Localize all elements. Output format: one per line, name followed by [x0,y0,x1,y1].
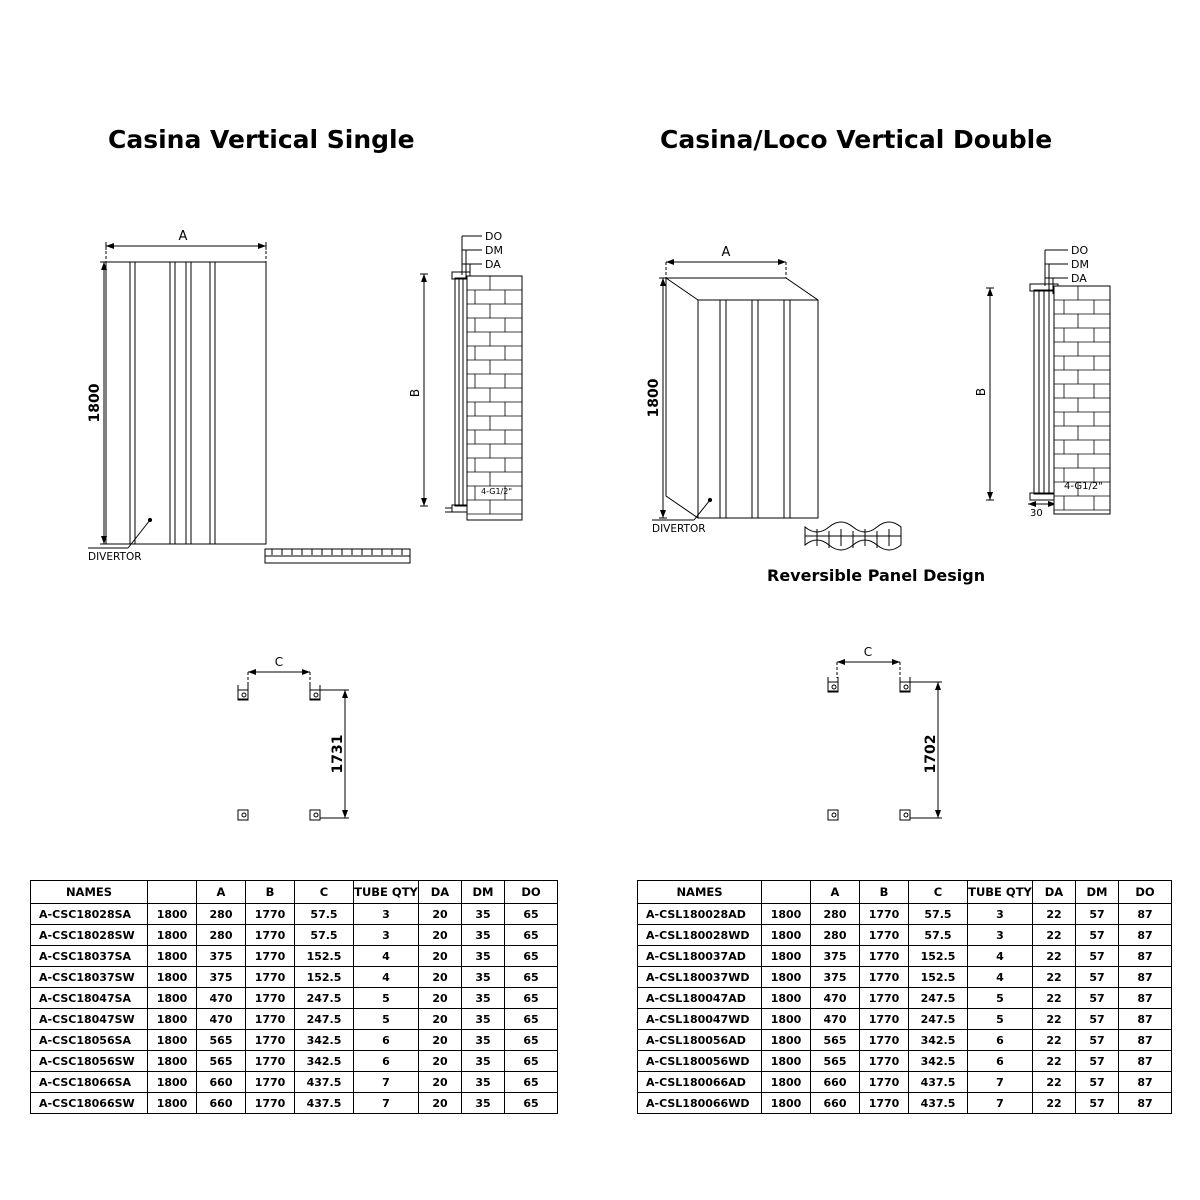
table-row: A-CSC18047SW 1800 470 1770 247.5 5 20 35 65 [31,1009,558,1030]
specs-table-left [30,880,558,1114]
cell-name: A-CSL180047WD [638,1009,762,1030]
cell-name: A-CSC18056SW [31,1051,148,1072]
table-row: A-CSC18028SW 1800 280 1770 57.5 3 20 35 65 [31,925,558,946]
table-row: A-CSL180056WD 1800 565 1770 342.5 6 22 57 87 [638,1051,1172,1072]
table-row: A-CSL180037WD 1800 375 1770 152.5 4 22 57 87 [638,967,1172,988]
right-drawing [600,0,1200,880]
th-b: B [246,881,295,904]
label-height-right: 1800 [646,378,662,418]
cell-name: A-CSC18056SA [31,1030,148,1051]
label-bracket-drop-left: 1731 [330,734,346,774]
label-c-left: C [274,655,284,669]
label-dm-left: DM [485,244,503,257]
th-do: DO [505,881,558,904]
label-thread-right: 4-G1/2" [1064,481,1103,492]
page-title-left: Casina Vertical Single [108,125,415,154]
table-row: A-CSC18056SA 1800 565 1770 342.5 6 20 35 65 [31,1030,558,1051]
label-c-right: C [863,645,873,659]
cell-name: A-CSL180037WD [638,967,762,988]
table-row: A-CSL180028WD 1800 280 1770 57.5 3 22 57 87 [638,925,1172,946]
casina-loco-vertical-double-panel [600,0,1200,1200]
cell-name: A-CSC18066SA [31,1072,148,1093]
cell-name: A-CSL180066AD [638,1072,762,1093]
label-dm-right: DM [1071,258,1089,271]
th-dm: DM [462,881,505,904]
label-a-left: A [178,229,188,244]
label-do-right: DO [1071,244,1089,257]
cell-name: A-CSC18047SA [31,988,148,1009]
table-row: A-CSC18028SA 1800 280 1770 57.5 3 20 35 65 [31,904,558,925]
label-bracket-drop-right: 1702 [923,734,939,774]
th-b: B [860,881,909,904]
cell-name: A-CSC18028SW [31,925,148,946]
label-thread-left: 4-G1/2" [481,487,513,496]
th-names: NAMES [31,881,148,904]
table-row: A-CSC18056SW 1800 565 1770 342.5 6 20 35 65 [31,1051,558,1072]
th-blank [148,881,197,904]
label-da-left: DA [485,258,501,271]
th-names: NAMES [638,881,762,904]
cell-name: A-CSL180047AD [638,988,762,1009]
th-dm: DM [1076,881,1119,904]
subtitle-reversible-panel: Reversible Panel Design [767,566,986,585]
label-b-right: B [974,387,988,397]
table-row: A-CSC18066SA 1800 660 1770 437.5 7 20 35 65 [31,1072,558,1093]
table-row: A-CSL180028AD 1800 280 1770 57.5 3 22 57 87 [638,904,1172,925]
label-depth-right: 30 [1030,508,1043,519]
label-da-right: DA [1071,272,1087,285]
table-row: A-CSC18037SW 1800 375 1770 152.5 4 20 35 65 [31,967,558,988]
th-da: DA [419,881,462,904]
label-divertor-left: DIVERTOR [88,551,142,563]
th-c: C [295,881,354,904]
th-tubeqty: TUBE QTY [354,881,419,904]
table-row: A-CSL180056AD 1800 565 1770 342.5 6 22 57 87 [638,1030,1172,1051]
cell-name: A-CSL180028AD [638,904,762,925]
cell-name: A-CSL180066WD [638,1093,762,1114]
table-row: A-CSL180066WD 1800 660 1770 437.5 7 22 57 87 [638,1093,1172,1114]
th-a: A [811,881,860,904]
cell-name: A-CSL180037AD [638,946,762,967]
table-row: A-CSL180047AD 1800 470 1770 247.5 5 22 57 87 [638,988,1172,1009]
page-title-right: Casina/Loco Vertical Double [660,125,1053,154]
left-drawing [0,0,600,880]
label-height-left: 1800 [87,383,103,423]
cell-name: A-CSL180056WD [638,1051,762,1072]
th-do: DO [1119,881,1172,904]
table-row: A-CSL180066AD 1800 660 1770 437.5 7 22 57 87 [638,1072,1172,1093]
cell-name: A-CSC18037SW [31,967,148,988]
table-header-row [638,881,1172,904]
table-row: A-CSC18037SA 1800 375 1770 152.5 4 20 35 65 [31,946,558,967]
table-header-row [31,881,558,904]
specs-table-right [637,880,1172,1114]
th-c: C [909,881,968,904]
cell-name: A-CSL180056AD [638,1030,762,1051]
th-blank [762,881,811,904]
cell-name: A-CSL180028WD [638,925,762,946]
label-a-right: A [721,245,731,260]
label-divertor-right: DIVERTOR [652,523,706,535]
cell-name: A-CSC18037SA [31,946,148,967]
th-da: DA [1033,881,1076,904]
th-tubeqty: TUBE QTY [968,881,1033,904]
label-b-left: B [408,388,422,398]
cell-name: A-CSC18047SW [31,1009,148,1030]
table-row: A-CSL180047WD 1800 470 1770 247.5 5 22 57 87 [638,1009,1172,1030]
th-a: A [197,881,246,904]
table-row: A-CSL180037AD 1800 375 1770 152.5 4 22 57 87 [638,946,1172,967]
table-row: A-CSC18066SW 1800 660 1770 437.5 7 20 35 65 [31,1093,558,1114]
label-do-left: DO [485,230,503,243]
cell-name: A-CSC18028SA [31,904,148,925]
table-row: A-CSC18047SA 1800 470 1770 247.5 5 20 35 65 [31,988,558,1009]
cell-name: A-CSC18066SW [31,1093,148,1114]
